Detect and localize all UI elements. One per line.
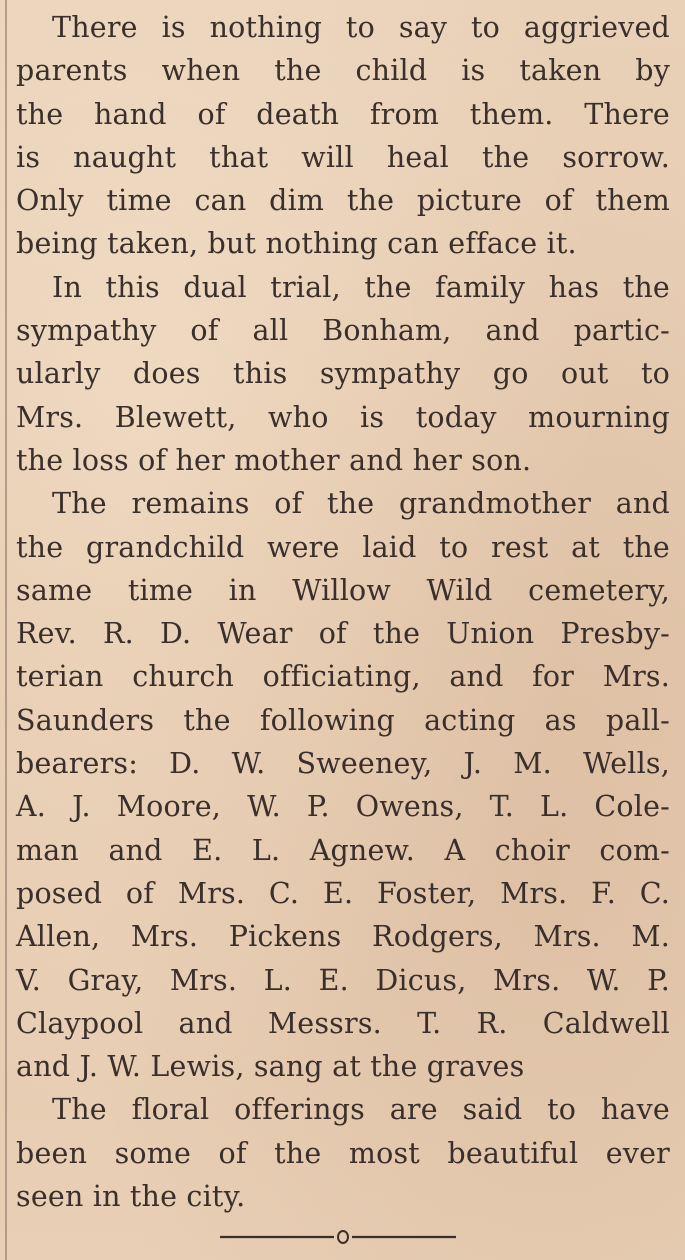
text-line: ularly does this sympathy go out to [16,357,670,391]
text-line: V. Gray, Mrs. L. E. Dicus, Mrs. W. P. [16,963,670,997]
text-line: the hand of death from them. There [16,97,670,131]
text-line: There is nothing to say to aggrieved [52,11,670,44]
paragraph-3 [16,482,670,1088]
text-line: Only time can dim the picture of them [16,184,670,218]
text-line: Allen, Mrs. Pickens Rodgers, Mrs. M. [16,920,670,954]
text-line: same time in Willow Wild cemetery, [16,573,670,607]
paragraph-1 [16,6,670,266]
text-line: Rev. R. D. Wear of the Union Presby- [16,617,670,651]
text-line: being taken, but nothing can efface it. [16,227,577,261]
text-line: Mrs. Blewett, who is today mourning [16,400,670,434]
text-line: Claypool and Messrs. T. R. Caldwell [16,1006,670,1040]
paragraph-4 [16,1088,670,1218]
text-line: posed of Mrs. C. E. Foster, Mrs. F. C. [16,876,670,910]
text-line: parents when the child is taken by [16,54,670,88]
article-body [16,6,670,1218]
text-line: terian church officiating, and for Mrs. [16,660,670,694]
text-line: and J. W. Lewis, sang at the graves [16,1050,525,1084]
column-rule [5,0,7,1260]
text-line: Saunders the following acting as pall- [16,703,670,737]
text-line: is naught that will heal the sorrow. [16,140,670,174]
text-line: bearers: D. W. Sweeney, J. M. Wells, [16,747,670,781]
text-line: The remains of the grandmother and [52,487,670,521]
text-line: A. J. Moore, W. P. Owens, T. L. Cole- [16,790,670,824]
text-line: sympathy of all Bonham, and partic- [16,314,670,348]
text-line: The floral offerings are said to have [52,1093,670,1127]
text-line: In this dual trial, the family has the [52,270,670,304]
paragraph-2 [16,266,670,482]
end-separator [0,1222,685,1252]
text-line: the loss of her mother and her son. [16,443,532,477]
text-line: seen in the city. [16,1180,246,1214]
text-line: been some of the most beautiful ever [16,1136,670,1170]
text-line: man and E. L. Agnew. A choir com- [16,833,670,867]
text-line: the grandchild were laid to rest at the [16,530,670,564]
separator-ornament [338,1231,348,1243]
